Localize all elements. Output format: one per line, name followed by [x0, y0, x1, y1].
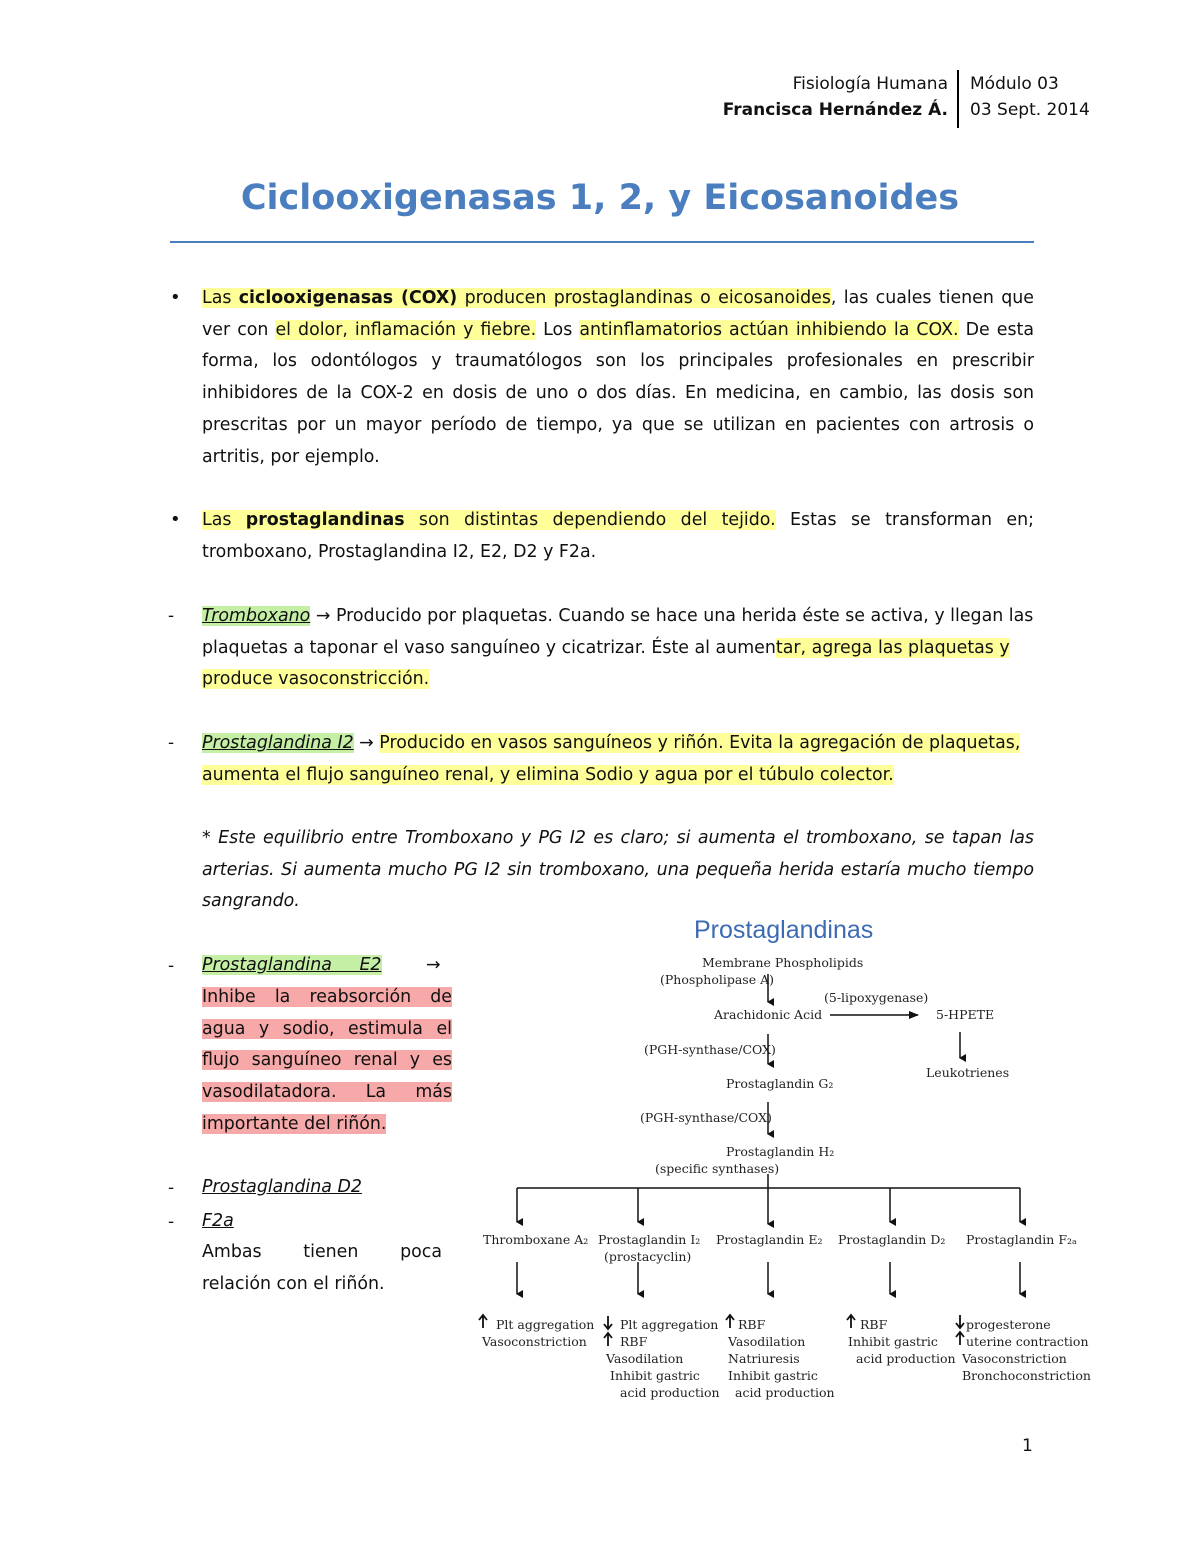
term-f2a: F2a — [202, 1211, 234, 1231]
arrow-icon: → — [426, 955, 441, 975]
page-title: Ciclooxigenasas 1, 2, y Eicosanoides — [240, 178, 960, 218]
diagram-title: Prostaglandinas — [694, 916, 874, 944]
label-pgh2: Prostaglandin H₂ — [726, 1144, 835, 1159]
label-pgh-synthase-2: (PGH-synthase/COX) — [640, 1110, 772, 1125]
effects-thromboxane — [482, 1316, 595, 1350]
term-pge2-wrap — [202, 950, 392, 982]
down-arrow-icon — [604, 1316, 612, 1329]
dash-marker: - — [168, 956, 175, 976]
down-arrow-icon — [956, 1315, 964, 1328]
label-membrane: Membrane Phospholipids — [702, 955, 864, 970]
label-hpete: 5-HPETE — [936, 1007, 995, 1022]
effect-item: RBF — [860, 1317, 888, 1332]
highlight-pge2-text: Inhibe la reabsorción de agua y sodio, estimula el flujo sanguíneo renal y es vasodilatadora. La más importante del riñón. — [202, 987, 452, 1134]
product-pgd2: Prostaglandin D₂ — [838, 1232, 946, 1247]
arrow-icon: → — [353, 733, 380, 753]
effects-pgd2 — [848, 1316, 956, 1367]
highlight-prostaglandins: producen prostaglandinas o eicosanoides — [457, 288, 831, 308]
effect-item: Bronchoconstriction — [962, 1368, 1091, 1383]
bullet-marker: • — [170, 287, 181, 308]
title-rule — [170, 241, 1034, 243]
effects-pgf2a — [962, 1316, 1091, 1384]
bullet-marker: • — [170, 509, 181, 530]
text-span: Las — [202, 510, 246, 530]
arrow-icon: → — [310, 606, 336, 626]
product-pge2: Prostaglandin E₂ — [716, 1232, 823, 1247]
highlight-antiinflammatory: antinflamatorios actúan inhibiendo la COX. — [579, 319, 959, 340]
effect-item: Natriuresis — [728, 1351, 800, 1366]
course-name: Fisiología Humana — [792, 74, 948, 94]
section-pgi2 — [202, 728, 1042, 791]
term-tromboxano: Tromboxano — [202, 606, 311, 626]
effect-item: acid production — [620, 1385, 720, 1400]
term-pgi2: Prostaglandina I2 — [202, 733, 354, 753]
dash-marker: - — [168, 733, 175, 753]
section-pge2 — [202, 982, 452, 1141]
effect-item: progesterone — [966, 1317, 1051, 1332]
term-pge2: Prostaglandina E2 — [202, 955, 382, 975]
up-arrow-icon — [956, 1332, 964, 1345]
effect-item: Vasoconstriction — [962, 1351, 1067, 1366]
effect-item: acid production — [735, 1385, 835, 1400]
text-span: Los — [536, 319, 580, 340]
highlight-produced: Producido en vasos sanguíneos y riñón. — [379, 733, 724, 753]
effect-item: Plt aggregation — [496, 1317, 595, 1332]
effects-pgi2 — [606, 1316, 720, 1401]
up-arrow-icon — [604, 1333, 612, 1346]
section-tromboxano — [202, 601, 1042, 696]
effect-item: uterine contraction — [966, 1334, 1089, 1349]
label-arachidonic: Arachidonic Acid — [714, 1007, 823, 1022]
author-name: Francisca Hernández Á. — [722, 100, 948, 120]
up-arrow-icon — [479, 1315, 487, 1328]
product-thromboxane: Thromboxane A₂ — [483, 1232, 589, 1247]
label-lipoxygenase: (5-lipoxygenase) — [824, 990, 929, 1005]
effect-item: Inhibit gastric — [728, 1368, 818, 1383]
effect-item: Vasodilation — [728, 1334, 806, 1349]
header-right — [970, 71, 1090, 123]
paragraph-cox — [202, 283, 1034, 473]
label-prostacyclin: (prostacyclin) — [604, 1249, 692, 1264]
effect-item: Inhibit gastric — [848, 1334, 938, 1349]
label-pgg2: Prostaglandin G₂ — [726, 1076, 834, 1091]
highlight-vasoconstriction: tar, agrega las plaquetas y produce vasoconstricción. — [202, 637, 1010, 690]
term-pgd2: Prostaglandina D2 — [202, 1177, 362, 1197]
label-leukotrienes: Leukotrienes — [926, 1065, 1010, 1080]
text-span: Estas se transforman en; tromboxano, Prostaglandina I2, E2, D2 y F2a. — [202, 510, 1034, 562]
text-span: Producido por plaquetas. Cuando se hace una herida éste se activa, y llegan las plaquetas a taponar el vaso sanguíneo y cicatrizar. Éste al aumen — [202, 606, 1034, 658]
paragraph-prostaglandins — [202, 505, 1034, 568]
text-span: Las — [202, 288, 239, 308]
product-pgf2a: Prostaglandin F₂ₐ — [966, 1232, 1077, 1247]
effect-item: Plt aggregation — [620, 1317, 719, 1332]
header-left — [723, 71, 948, 123]
module-label: Módulo 03 — [970, 74, 1059, 94]
note-balance: * Este equilibrio entre Tromboxano y PG I2 es claro; si aumenta el tromboxano, se tapan las arterias. Si aumenta mucho PG I2 sin tromboxano, una pequeña herida estaría mucho tiempo sangrando. — [202, 828, 1034, 912]
text-span: , las cuales tienen que ver con — [202, 288, 1034, 340]
highlight-prostaglandins-term: prostaglandinas — [245, 510, 405, 530]
text-f2a: Ambas tienen poca relación con el riñón. — [202, 1242, 442, 1294]
highlight-tissue: son distintas dependiendo del tejido. — [404, 510, 776, 530]
up-arrow-icon — [847, 1315, 855, 1328]
label-phospholipase: (Phospholipase A) — [660, 972, 774, 987]
effect-item: acid production — [856, 1351, 956, 1366]
product-pgi2: Prostaglandin I₂ — [598, 1232, 701, 1247]
effect-item: Vasodilation — [606, 1351, 684, 1366]
date-label: 03 Sept. 2014 — [970, 100, 1090, 120]
effects-pge2 — [728, 1316, 835, 1401]
effect-item: RBF — [738, 1317, 766, 1332]
effect-item: Vasoconstriction — [482, 1334, 587, 1349]
header-divider — [957, 70, 959, 128]
highlight-effects: Evita la agregación de plaquetas, aumenta el flujo sanguíneo renal, y elimina Sodio y agua por el túbulo colector. — [202, 733, 1021, 785]
text-span: De esta forma, los odontólogos y traumatólogos son los principales profesionales en prescribir inhibidores de la COX-2 en dosis de uno o dos días. En medicina, en cambio, las dosis son prescritas por un mayor período de tiempo, ya que se utilizan en pacientes con artrosis o artritis, por ejemplo. — [202, 319, 1035, 467]
page-number: 1 — [1022, 1436, 1033, 1456]
dash-marker: - — [168, 1212, 175, 1232]
label-pgh-synthase-1: (PGH-synthase/COX) — [644, 1042, 776, 1057]
effect-item: Inhibit gastric — [610, 1368, 700, 1383]
highlight-symptoms: el dolor, inflamación y fiebre. — [275, 319, 537, 340]
prostaglandin-diagram — [470, 912, 1090, 1412]
effect-item: RBF — [620, 1334, 648, 1349]
dash-marker: - — [168, 1178, 175, 1198]
highlight-cox: ciclooxigenasas (COX) — [238, 288, 458, 308]
label-specific-synthases: (specific synthases) — [655, 1161, 780, 1176]
dash-marker: - — [168, 606, 175, 626]
up-arrow-icon — [726, 1315, 734, 1328]
